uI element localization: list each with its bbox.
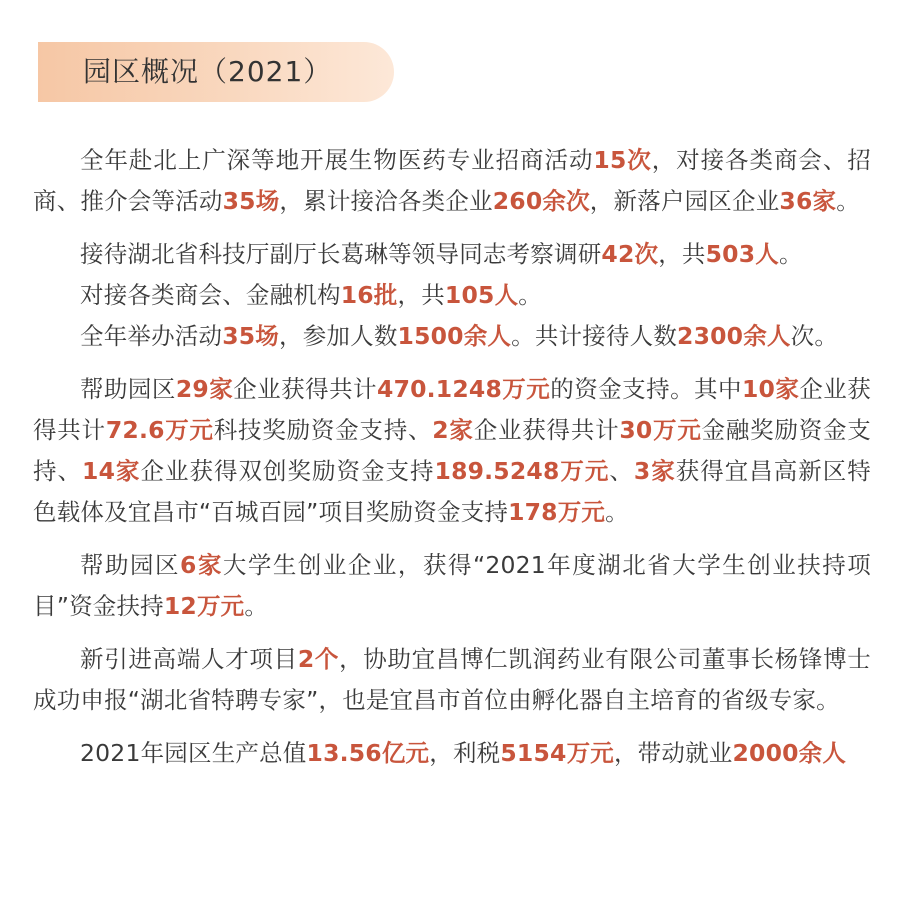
paragraph-output: 2021年园区生产总值13.56亿元，利税5154万元，带动就业2000余人	[80, 739, 847, 767]
highlight-figure: 35场	[222, 187, 280, 215]
highlight-figure: 42次	[601, 240, 659, 268]
highlight-figure: 470.1248万元	[377, 375, 551, 403]
highlight-figure: 6家	[180, 551, 223, 579]
highlight-figure: 178万元	[508, 498, 606, 526]
highlight-figure: 10家	[741, 375, 800, 403]
highlight-figure: 30万元	[619, 416, 702, 444]
highlight-figure: 1500余人	[397, 322, 512, 350]
highlight-figure: 13.56亿元	[306, 739, 430, 767]
highlight-figure: 105人	[444, 281, 519, 309]
highlight-figure: 14家	[82, 457, 141, 485]
highlight-figure: 35场	[222, 322, 280, 350]
page-title: 园区概况（2021）	[83, 55, 333, 88]
paragraph-investment: 全年赴北上广深等地开展生物医药专业招商活动15次，对接各类商会、招商、推介会等活动35场，累计接洽各类企业260余次，新落户园区企业36家。	[33, 146, 871, 215]
highlight-figure: 503人	[705, 240, 779, 268]
highlight-figure: 29家	[175, 375, 234, 403]
highlight-figure: 260余次	[492, 187, 590, 215]
highlight-figure: 36家	[779, 187, 837, 215]
highlight-figure: 2家	[432, 416, 474, 444]
content-body	[33, 140, 871, 786]
paragraph-talent: 新引进高端人才项目2个，协助宜昌博仁凯润药业有限公司董事长杨锋博士成功申报“湖北省特聘专家”，也是宜昌市首位由孵化器自主培育的省级专家。	[33, 645, 871, 714]
highlight-figure: 16批	[340, 281, 398, 309]
highlight-figure: 2300余人	[677, 322, 791, 350]
highlight-figure: 189.5248万元	[434, 457, 610, 485]
paragraph-funding: 帮助园区29家企业获得共计470.1248万元的资金支持。其中10家企业获得共计72.6万元科技奖励资金支持、2家企业获得共计30万元金融奖励资金支持、14家企业获得双创奖励资金支持189.5248万元、3家获得宜昌高新区特色载体及宜昌市“百城百园”项目奖励资金支持178万元。	[33, 375, 871, 526]
paragraph-financial-docking: 对接各类商会、金融机构16批，共105人。	[80, 281, 542, 309]
highlight-figure: 2000余人	[732, 739, 847, 767]
highlight-figure: 3家	[633, 457, 676, 485]
highlight-figure: 72.6万元	[105, 416, 214, 444]
paragraph-events: 全年举办活动35场，参加人数1500余人。共计接待人数2300余人次。	[80, 322, 839, 350]
highlight-figure: 2个	[297, 645, 340, 673]
highlight-figure: 15次	[593, 146, 652, 174]
paragraph-student-startups: 帮助园区6家大学生创业企业，获得“2021年度湖北省大学生创业扶持项目”资金扶持12万元。	[33, 551, 871, 620]
highlight-figure: 12万元	[163, 592, 245, 620]
highlight-figure: 5154万元	[500, 739, 614, 767]
paragraph-reception: 接待湖北省科技厅副厅长葛琳等领导同志考察调研42次，共503人。	[80, 240, 803, 268]
